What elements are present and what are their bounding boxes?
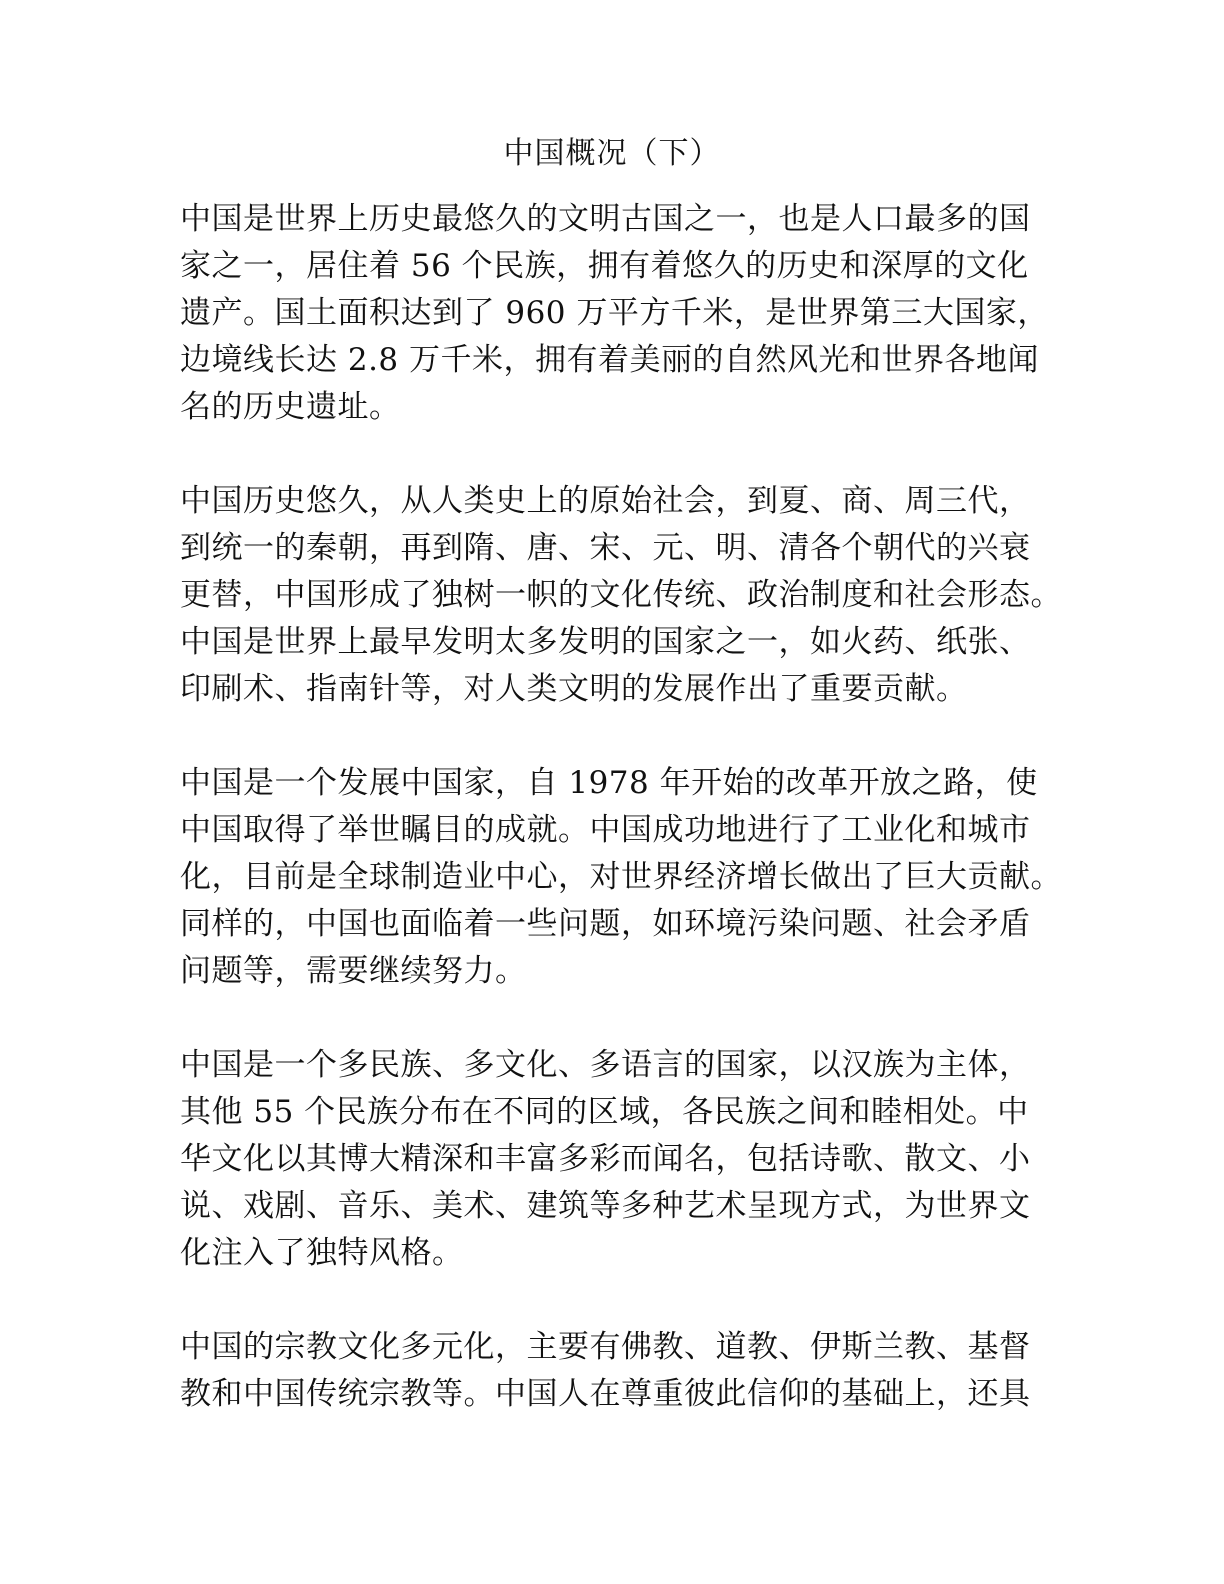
paragraph-history — [180, 478, 1060, 713]
text-line: 教和中国传统宗教等。中国人在尊重彼此信仰的基础上，还具 — [180, 1376, 1031, 1412]
text-line: 化注入了独特风格。 — [180, 1235, 464, 1271]
text-line: 名的历史遗址。 — [180, 389, 401, 425]
text-line: 边境线长达 2.8 万千米，拥有着美丽的自然风光和世界各地闻 — [180, 342, 1040, 378]
text-line: 中国历史悠久，从人类史上的原始社会，到夏、商、周三代， — [180, 483, 1031, 519]
paragraph-religion — [180, 1324, 1060, 1418]
text-line: 印刷术、指南针等，对人类文明的发展作出了重要贡献。 — [180, 671, 968, 707]
text-line: 中国是世界上最早发明太多发明的国家之一，如火药、纸张、 — [180, 624, 1031, 660]
text-line: 中国是一个多民族、多文化、多语言的国家，以汉族为主体， — [180, 1047, 1031, 1083]
text-line: 中国取得了举世瞩目的成就。中国成功地进行了工业化和城市 — [180, 812, 1031, 848]
text-line: 华文化以其博大精深和丰富多彩而闻名，包括诗歌、散文、小 — [180, 1141, 1031, 1177]
paragraph-overview — [180, 196, 1060, 431]
paragraph-development — [180, 760, 1060, 995]
text-line: 化，目前是全球制造业中心，对世界经济增长做出了巨大贡献。 — [180, 859, 1062, 895]
text-line: 其他 55 个民族分布在不同的区域，各民族之间和睦相处。中 — [180, 1094, 1029, 1130]
text-line: 说、戏剧、音乐、美术、建筑等多种艺术呈现方式，为世界文 — [180, 1188, 1031, 1224]
text-line: 遗产。国土面积达到了 960 万平方千米，是世界第三大国家， — [180, 295, 1049, 331]
text-line: 家之一，居住着 56 个民族，拥有着悠久的历史和深厚的文化 — [180, 248, 1029, 284]
text-line: 中国的宗教文化多元化，主要有佛教、道教、伊斯兰教、基督 — [180, 1329, 1031, 1365]
text-line: 中国是一个发展中国家，自 1978 年开始的改革开放之路，使 — [180, 765, 1038, 801]
text-line: 中国是世界上历史最悠久的文明古国之一，也是人口最多的国 — [180, 201, 1031, 237]
text-line: 问题等，需要继续努力。 — [180, 953, 527, 989]
document-title: 中国概况（下） — [503, 136, 721, 171]
text-line: 更替，中国形成了独树一帜的文化传统、政治制度和社会形态。 — [180, 577, 1062, 613]
text-line: 到统一的秦朝，再到隋、唐、宋、元、明、清各个朝代的兴衰 — [180, 530, 1031, 566]
paragraph-culture — [180, 1042, 1060, 1277]
document-body — [180, 196, 1060, 1418]
text-line: 同样的，中国也面临着一些问题，如环境污染问题、社会矛盾 — [180, 906, 1031, 942]
